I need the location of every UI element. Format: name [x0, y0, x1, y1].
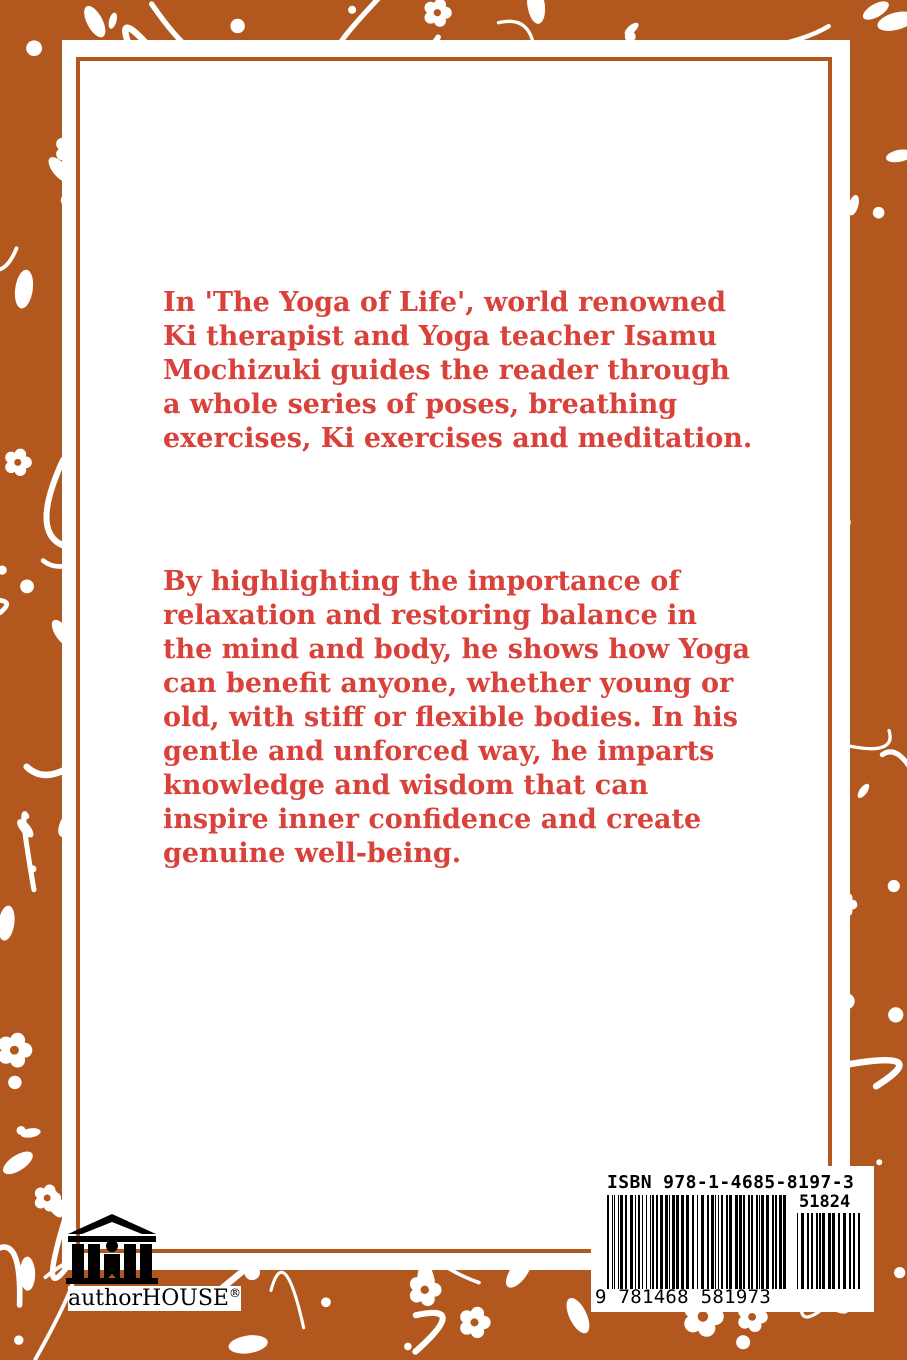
isbn-label: ISBN 978-1-4685-8197-3	[607, 1172, 855, 1193]
registered-mark: ®	[228, 1286, 241, 1300]
publisher-name-text: authorHOUSE	[68, 1286, 229, 1311]
blurb-paragraph-2: By highlighting the importance of relaxation and restoring balance in the mind and body, he shows how Yoga can benefit anyone, whether young or old, with stiff or flexible bodies. In his gentle and unforced way, he imparts knowledge and wisdom that can inspire inner confidence and create genuine well-being.	[163, 566, 750, 869]
addon-bars	[797, 1213, 863, 1289]
blurb-paragraph-1: In 'The Yoga of Life', world renowned Ki therapist and Yoga teacher Isamu Mochizuki guides the reader through a whole series of poses, breathing exercises, Ki exercises and meditation.	[163, 287, 753, 454]
ean-bars	[607, 1195, 789, 1289]
isbn-barcode	[591, 1166, 874, 1312]
price-addon-number: 51824	[799, 1192, 851, 1212]
publisher-name	[68, 1286, 241, 1311]
library-building-icon	[66, 1212, 158, 1284]
ean-number: 9 781468 581973	[595, 1286, 772, 1308]
